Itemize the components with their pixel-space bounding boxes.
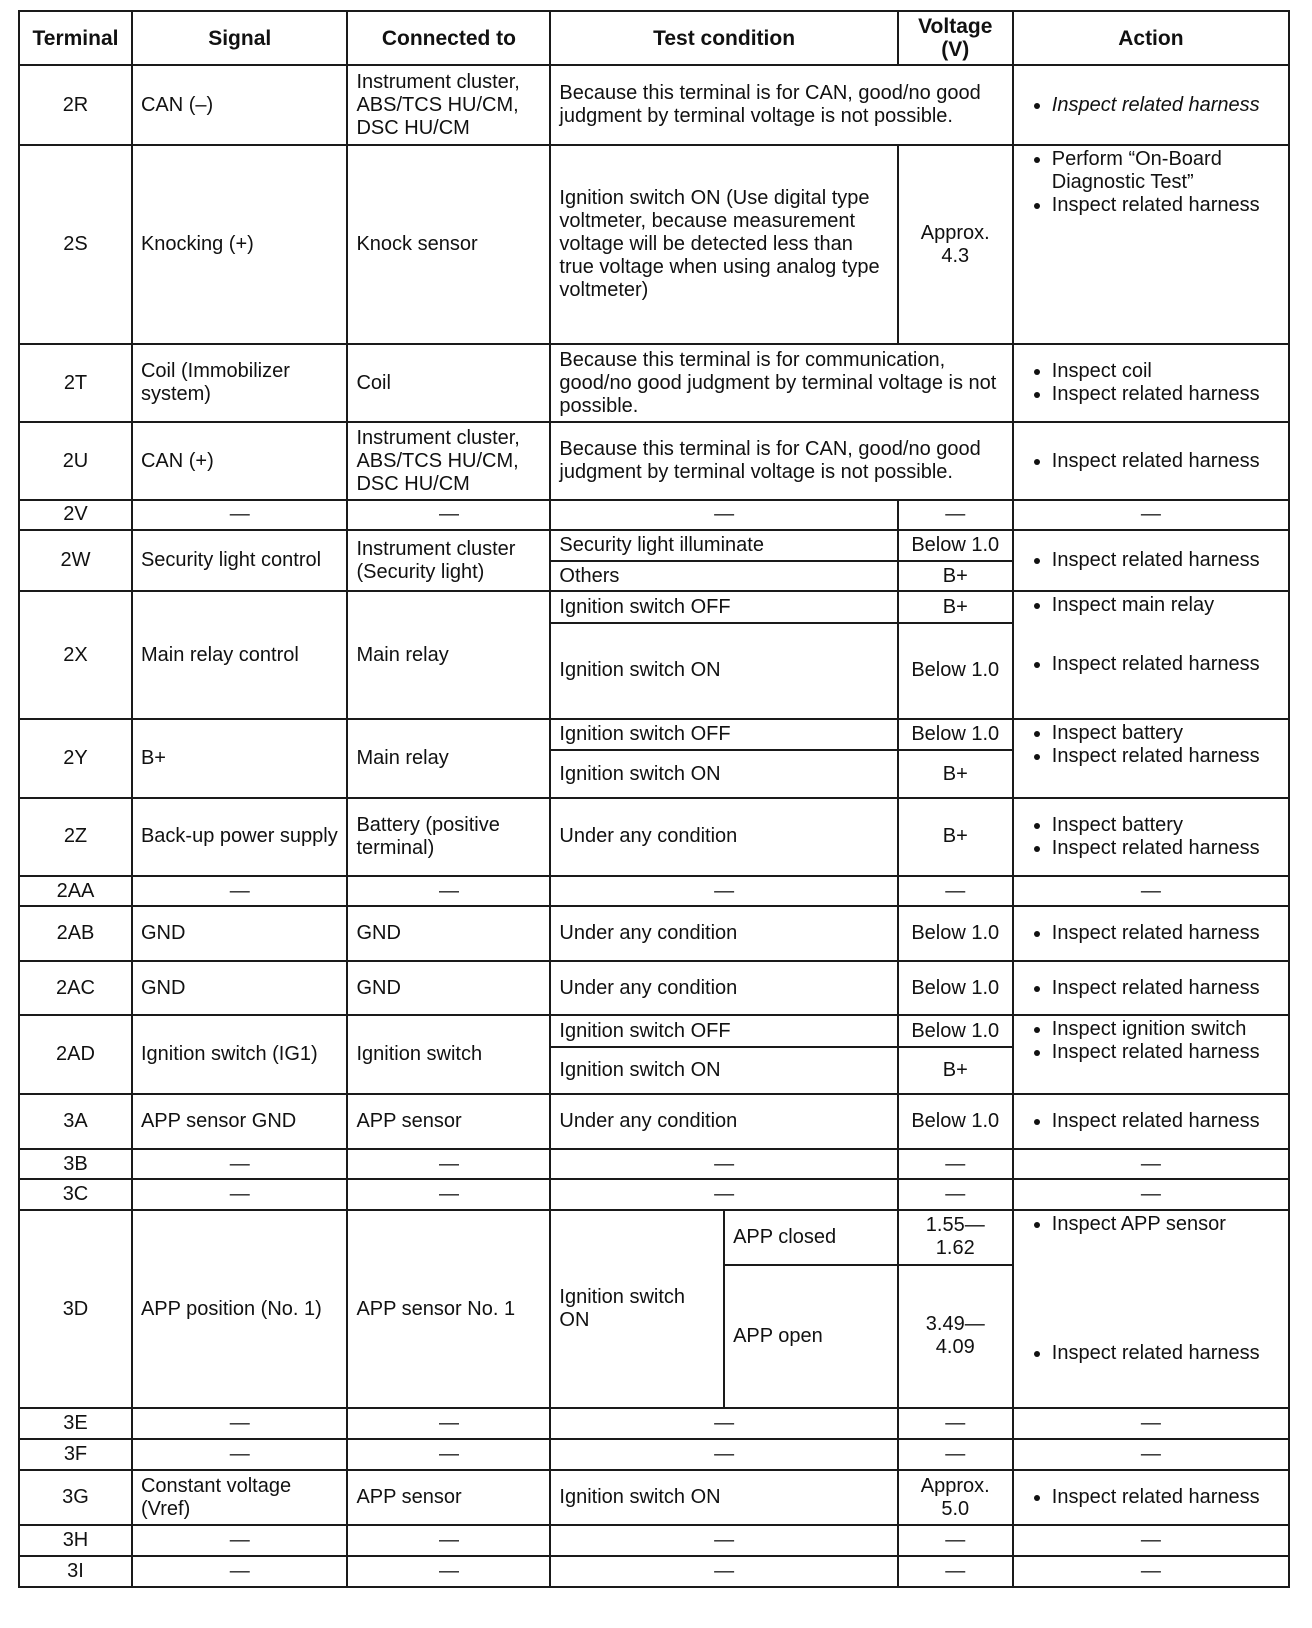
table-row <box>19 876 1289 907</box>
terminal-cell: 2Y <box>19 719 132 798</box>
connected-cell: Ignition switch <box>347 1015 550 1094</box>
sub-condition-cell: APP closed <box>724 1210 898 1264</box>
signal-cell: — <box>132 1408 348 1439</box>
voltage-cell: Below 1.0 <box>898 623 1013 718</box>
signal-cell: — <box>132 1556 348 1587</box>
voltage-cell: — <box>898 500 1013 530</box>
signal-cell: B+ <box>132 719 348 798</box>
terminal-cell: 3B <box>19 1149 132 1180</box>
action-item: • Inspect APP sensor <box>1052 1213 1280 1236</box>
connected-cell: — <box>347 1439 550 1470</box>
terminal-cell: 2U <box>19 422 132 500</box>
terminal-cell: 3A <box>19 1094 132 1148</box>
voltage-cell: B+ <box>898 798 1013 876</box>
voltage-cell: — <box>898 1408 1013 1439</box>
connected-cell: GND <box>347 906 550 960</box>
voltage-cell: — <box>898 1556 1013 1587</box>
action-item: • Perform “On-Board Diagnostic Test” <box>1052 148 1280 194</box>
action-cell: — <box>1013 1179 1289 1210</box>
connected-cell: — <box>347 1149 550 1180</box>
test-condition-cell: — <box>550 1408 897 1439</box>
voltage-cell: Below 1.0 <box>898 1094 1013 1148</box>
action-item: • Inspect main relay <box>1052 594 1280 617</box>
connected-cell: APP sensor <box>347 1094 550 1148</box>
action-item: • Inspect related harness <box>1052 1041 1280 1064</box>
voltage-cell: B+ <box>898 591 1013 623</box>
action-item: • Inspect related harness <box>1052 653 1280 676</box>
table-row <box>19 1470 1289 1525</box>
action-cell <box>1013 1470 1289 1525</box>
signal-cell: APP position (No. 1) <box>132 1210 348 1408</box>
header-signal: Signal <box>132 11 348 65</box>
table-row <box>19 1556 1289 1587</box>
signal-cell: Constant voltage (Vref) <box>132 1470 348 1525</box>
action-item: • Inspect ignition switch <box>1052 1018 1280 1041</box>
table-row <box>19 719 1289 751</box>
terminal-cell: 3G <box>19 1470 132 1525</box>
test-condition-cell: Ignition switch ON <box>550 1047 897 1094</box>
action-item: • Inspect related harness <box>1052 450 1280 473</box>
connected-cell: — <box>347 1179 550 1210</box>
terminal-cell: 2S <box>19 145 132 344</box>
table-row <box>19 344 1289 422</box>
signal-cell: — <box>132 1179 348 1210</box>
action-item: • Inspect battery <box>1052 722 1280 745</box>
terminal-cell: 2AA <box>19 876 132 907</box>
action-item: • Inspect related harness <box>1052 383 1280 406</box>
connected-cell: — <box>347 1525 550 1556</box>
test-condition-cell: Ignition switch ON <box>550 1210 724 1408</box>
signal-cell: Main relay control <box>132 591 348 718</box>
signal-cell: — <box>132 1439 348 1470</box>
table-row <box>19 1439 1289 1470</box>
action-cell: — <box>1013 1525 1289 1556</box>
voltage-cell: 1.55— 1.62 <box>898 1210 1013 1264</box>
action-item: • Inspect related harness <box>1052 549 1280 572</box>
test-condition-cell: Ignition switch ON <box>550 750 897 797</box>
test-condition-cell: Under any condition <box>550 961 897 1015</box>
voltage-cell: Approx. 5.0 <box>898 1470 1013 1525</box>
action-cell <box>1013 422 1289 500</box>
action-cell: — <box>1013 1149 1289 1180</box>
voltage-cell: — <box>898 876 1013 907</box>
connected-cell: GND <box>347 961 550 1015</box>
header-terminal: Terminal <box>19 11 132 65</box>
test-condition-cell: — <box>550 1439 897 1470</box>
voltage-cell: Below 1.0 <box>898 906 1013 960</box>
test-condition-cell: Under any condition <box>550 906 897 960</box>
connected-cell: — <box>347 1408 550 1439</box>
table-row <box>19 500 1289 530</box>
connected-cell: Instrument cluster, ABS/TCS HU/CM, DSC HU/CM <box>347 65 550 145</box>
signal-cell: Ignition switch (IG1) <box>132 1015 348 1094</box>
test-condition-cell: Ignition switch ON <box>550 623 897 718</box>
table-row <box>19 1525 1289 1556</box>
connected-cell: Knock sensor <box>347 145 550 344</box>
terminal-cell: 3F <box>19 1439 132 1470</box>
action-cell: — <box>1013 1439 1289 1470</box>
action-cell <box>1013 530 1289 592</box>
signal-cell: Back-up power supply <box>132 798 348 876</box>
voltage-cell: 3.49— 4.09 <box>898 1265 1013 1409</box>
test-condition-cell: Because this terminal is for CAN, good/no good judgment by terminal voltage is not possible. <box>550 422 1012 500</box>
test-condition-cell: — <box>550 1179 897 1210</box>
connected-cell: — <box>347 876 550 907</box>
terminal-cell: 3D <box>19 1210 132 1408</box>
action-cell <box>1013 1094 1289 1148</box>
table-row <box>19 961 1289 1015</box>
signal-cell: Security light control <box>132 530 348 592</box>
voltage-cell: Below 1.0 <box>898 961 1013 1015</box>
action-cell <box>1013 1210 1289 1408</box>
voltage-cell: Below 1.0 <box>898 1015 1013 1047</box>
voltage-cell: — <box>898 1149 1013 1180</box>
voltage-cell: B+ <box>898 750 1013 797</box>
header-voltage: Voltage (V) <box>898 11 1013 65</box>
table-row <box>19 798 1289 876</box>
test-condition-cell: Others <box>550 561 897 592</box>
test-condition-cell: — <box>550 500 897 530</box>
signal-cell: GND <box>132 906 348 960</box>
action-item: • Inspect related harness <box>1052 94 1280 117</box>
voltage-cell: — <box>898 1179 1013 1210</box>
signal-cell: CAN (+) <box>132 422 348 500</box>
signal-cell: — <box>132 1149 348 1180</box>
voltage-cell: Below 1.0 <box>898 530 1013 561</box>
action-cell <box>1013 591 1289 718</box>
table-row <box>19 422 1289 500</box>
header-action: Action <box>1013 11 1289 65</box>
header-test-condition: Test condition <box>550 11 897 65</box>
voltage-cell: — <box>898 1439 1013 1470</box>
voltage-cell: B+ <box>898 1047 1013 1094</box>
table-row <box>19 145 1289 344</box>
terminal-cell: 3C <box>19 1179 132 1210</box>
test-condition-cell: Ignition switch OFF <box>550 719 897 751</box>
table-row <box>19 1149 1289 1180</box>
action-cell <box>1013 798 1289 876</box>
signal-cell: CAN (–) <box>132 65 348 145</box>
test-condition-cell: — <box>550 1149 897 1180</box>
action-item: • Inspect related harness <box>1052 837 1280 860</box>
test-condition-cell: Ignition switch ON (Use digital type voltmeter, because measurement voltage will be detected less than true voltage when using analog type voltmeter) <box>550 145 897 344</box>
terminal-cell: 2W <box>19 530 132 592</box>
voltage-cell: Approx. 4.3 <box>898 145 1013 344</box>
test-condition-cell: — <box>550 1556 897 1587</box>
terminal-cell: 2T <box>19 344 132 422</box>
terminal-cell: 2AB <box>19 906 132 960</box>
terminal-voltage-table <box>18 10 1290 1588</box>
action-cell <box>1013 65 1289 145</box>
test-condition-cell: Because this terminal is for CAN, good/no good judgment by terminal voltage is not possible. <box>550 65 1012 145</box>
signal-cell: — <box>132 876 348 907</box>
terminal-cell: 2Z <box>19 798 132 876</box>
action-cell <box>1013 961 1289 1015</box>
voltage-cell: Below 1.0 <box>898 719 1013 751</box>
test-condition-cell: Ignition switch ON <box>550 1470 897 1525</box>
terminal-cell: 2AD <box>19 1015 132 1094</box>
test-condition-cell: Because this terminal is for communication, good/no good judgment by terminal voltage is not possible. <box>550 344 1012 422</box>
connected-cell: APP sensor No. 1 <box>347 1210 550 1408</box>
voltage-cell: — <box>898 1525 1013 1556</box>
table-row <box>19 1179 1289 1210</box>
table-row <box>19 906 1289 960</box>
connected-cell: APP sensor <box>347 1470 550 1525</box>
table-row <box>19 65 1289 145</box>
action-item: • Inspect related harness <box>1052 1486 1280 1509</box>
test-condition-cell: Ignition switch OFF <box>550 591 897 623</box>
table-row <box>19 591 1289 623</box>
test-condition-cell: Under any condition <box>550 1094 897 1148</box>
action-cell <box>1013 344 1289 422</box>
action-cell: — <box>1013 500 1289 530</box>
terminal-cell: 2X <box>19 591 132 718</box>
signal-cell: Knocking (+) <box>132 145 348 344</box>
terminal-cell: 3E <box>19 1408 132 1439</box>
connected-cell: Battery (positive terminal) <box>347 798 550 876</box>
action-item: • Inspect related harness <box>1052 1342 1280 1365</box>
sub-condition-cell: APP open <box>724 1265 898 1409</box>
test-condition-cell: — <box>550 1525 897 1556</box>
terminal-cell: 3H <box>19 1525 132 1556</box>
action-item: • Inspect battery <box>1052 814 1280 837</box>
action-item: • Inspect related harness <box>1052 745 1280 768</box>
header-row <box>19 11 1289 65</box>
connected-cell: Main relay <box>347 591 550 718</box>
action-cell <box>1013 145 1289 344</box>
connected-cell: Coil <box>347 344 550 422</box>
connected-cell: Instrument cluster, ABS/TCS HU/CM, DSC HU/CM <box>347 422 550 500</box>
connected-cell: Instrument cluster (Security light) <box>347 530 550 592</box>
terminal-cell: 2V <box>19 500 132 530</box>
action-item: • Inspect related harness <box>1052 194 1280 217</box>
terminal-cell: 2AC <box>19 961 132 1015</box>
action-cell: — <box>1013 876 1289 907</box>
terminal-cell: 3I <box>19 1556 132 1587</box>
action-cell: — <box>1013 1408 1289 1439</box>
test-condition-cell: Security light illuminate <box>550 530 897 561</box>
table-row <box>19 1015 1289 1047</box>
action-cell <box>1013 1015 1289 1094</box>
action-item: • Inspect coil <box>1052 360 1280 383</box>
header-connected-to: Connected to <box>347 11 550 65</box>
action-cell <box>1013 719 1289 798</box>
signal-cell: — <box>132 500 348 530</box>
table-row <box>19 1094 1289 1148</box>
signal-cell: GND <box>132 961 348 1015</box>
voltage-cell: B+ <box>898 561 1013 592</box>
table-row <box>19 1408 1289 1439</box>
terminal-cell: 2R <box>19 65 132 145</box>
action-item: • Inspect related harness <box>1052 1110 1280 1133</box>
connected-cell: — <box>347 500 550 530</box>
connected-cell: Main relay <box>347 719 550 798</box>
action-item: • Inspect related harness <box>1052 977 1280 1000</box>
action-cell: — <box>1013 1556 1289 1587</box>
signal-cell: Coil (Immobilizer system) <box>132 344 348 422</box>
connected-cell: — <box>347 1556 550 1587</box>
table-row <box>19 1210 1289 1264</box>
action-cell <box>1013 906 1289 960</box>
table-row <box>19 530 1289 561</box>
signal-cell: — <box>132 1525 348 1556</box>
test-condition-cell: — <box>550 876 897 907</box>
test-condition-cell: Under any condition <box>550 798 897 876</box>
test-condition-cell: Ignition switch OFF <box>550 1015 897 1047</box>
action-item: • Inspect related harness <box>1052 922 1280 945</box>
signal-cell: APP sensor GND <box>132 1094 348 1148</box>
